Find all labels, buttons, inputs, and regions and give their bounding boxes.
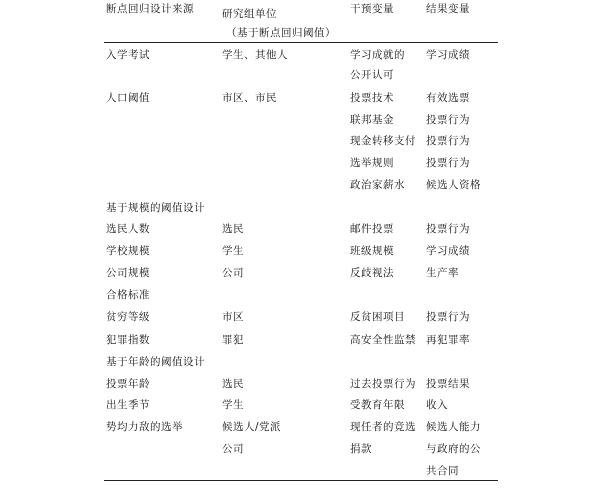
table-cell-c3: 邮件投票 xyxy=(350,223,394,235)
table-cell-c4: 共合同 xyxy=(426,465,459,477)
table-cell-c1: 贫穷等级 xyxy=(106,311,150,323)
table-cell-c1: 公司规模 xyxy=(106,267,150,279)
table-cell-c2: 学生 xyxy=(222,399,244,411)
table-cell-c4: 收入 xyxy=(426,399,448,411)
table-cell-c1: 入学考试 xyxy=(106,49,150,61)
table-cell-c3: 投票技术 xyxy=(350,92,394,104)
table-cell-c4: 投票行为 xyxy=(426,114,470,126)
table-cell-c4: 候选人能力 xyxy=(426,421,481,433)
table-cell-c3: 高安全性监禁 xyxy=(350,334,416,346)
table-cell-c3: 受教育年限 xyxy=(350,399,405,411)
table-cell-c3: 过去投票行为 xyxy=(350,378,416,390)
header-unit-sub: （基于断点回归阈值） xyxy=(226,27,336,39)
table-cell-c3: 选举规则 xyxy=(350,157,394,169)
bottom-rule xyxy=(104,480,498,481)
table-cell-c2: 公司 xyxy=(222,443,244,455)
table-cell-c1: 基于年龄的阈值设计 xyxy=(106,356,205,368)
table-cell-c4: 有效选票 xyxy=(426,92,470,104)
header-unit: 研究组单位 xyxy=(222,8,277,20)
table-cell-c3: 反贫困项目 xyxy=(350,311,405,323)
table-cell-c2: 选民 xyxy=(222,223,244,235)
table-cell-c1: 投票年龄 xyxy=(106,378,150,390)
header-rule xyxy=(104,42,498,43)
table-cell-c4: 投票结果 xyxy=(426,378,470,390)
table-cell-c1: 出生季节 xyxy=(106,399,150,411)
table-cell-c2: 候选人/党派 xyxy=(222,421,282,433)
table-cell-c3: 现任者的竞选 xyxy=(350,421,416,433)
table-cell-c3: 反歧视法 xyxy=(350,267,394,279)
table-cell-c2: 市区、市民 xyxy=(222,92,277,104)
table-cell-c1: 合格标准 xyxy=(106,289,150,301)
table-cell-c4: 再犯罪率 xyxy=(426,334,470,346)
table-cell-c3: 班级规模 xyxy=(350,245,394,257)
table-cell-c4: 学习成绩 xyxy=(426,245,470,257)
table-cell-c1: 基于规模的阈值设计 xyxy=(106,202,205,214)
header-source: 断点回归设计来源 xyxy=(106,3,194,15)
table-cell-c4: 投票行为 xyxy=(426,157,470,169)
table-cell-c2: 学生、其他人 xyxy=(222,49,288,61)
table-cell-c4: 投票行为 xyxy=(426,135,470,147)
table-cell-c3: 现金转移支付 xyxy=(350,135,416,147)
table-cell-c4: 与政府的公 xyxy=(426,443,481,455)
table-cell-c1: 势均力敌的选举 xyxy=(106,421,183,433)
table-cell-c4: 学习成绩 xyxy=(426,49,470,61)
table-cell-c2: 公司 xyxy=(222,267,244,279)
header-outcome: 结果变量 xyxy=(426,3,470,15)
table-cell-c1: 犯罪指数 xyxy=(106,334,150,346)
table-cell-c2: 市区 xyxy=(222,311,244,323)
table-cell-c4: 投票行为 xyxy=(426,311,470,323)
table-cell-c2: 罪犯 xyxy=(222,334,244,346)
table-cell-c3: 联邦基金 xyxy=(350,114,394,126)
table-cell-c1: 学校规模 xyxy=(106,245,150,257)
table-cell-c3: 政治家薪水 xyxy=(350,179,405,191)
header-treatment: 干预变量 xyxy=(350,3,394,15)
table-cell-c4: 候选人资格 xyxy=(426,179,481,191)
table-cell-c3: 公开认可 xyxy=(350,69,394,81)
table-cell-c2: 选民 xyxy=(222,378,244,390)
table-cell-c3: 捐款 xyxy=(350,443,372,455)
table-cell-c4: 投票行为 xyxy=(426,223,470,235)
table-cell-c2: 学生 xyxy=(222,245,244,257)
table-cell-c3: 学习成就的 xyxy=(350,49,405,61)
table-cell-c1: 人口阈值 xyxy=(106,92,150,104)
table-cell-c4: 生产率 xyxy=(426,267,459,279)
table-cell-c1: 选民人数 xyxy=(106,223,150,235)
